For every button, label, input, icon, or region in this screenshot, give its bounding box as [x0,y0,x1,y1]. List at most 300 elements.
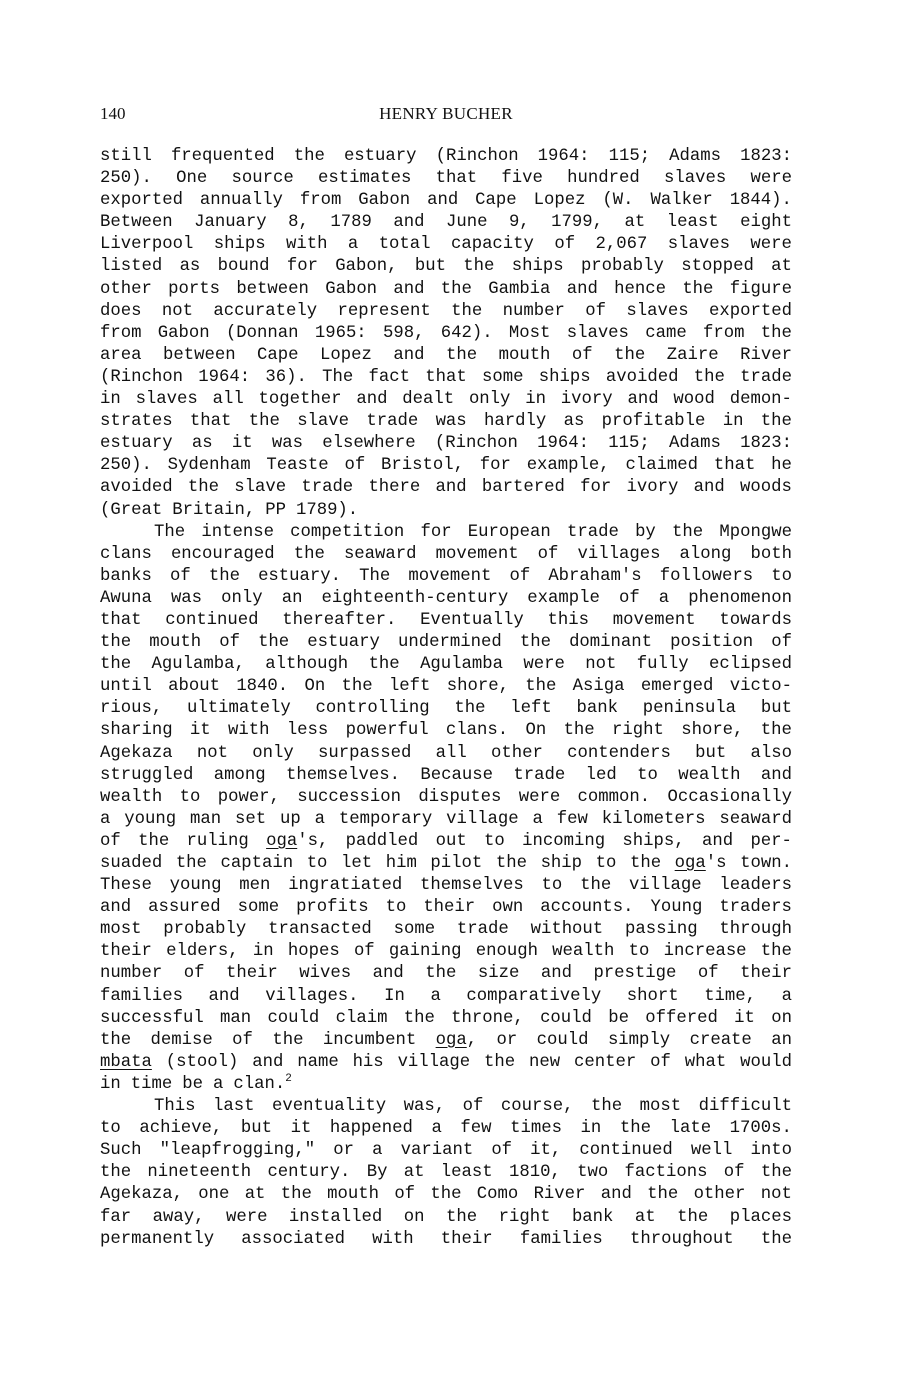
word: the [187,478,219,498]
word: at [244,1185,266,1205]
word: the [760,323,792,343]
word: The [154,522,186,542]
word: the [293,147,325,166]
word: River [533,1185,586,1205]
word: estimates [318,169,412,189]
word: name [297,1052,339,1072]
word: could [536,1030,589,1050]
text-line [100,632,792,654]
word: away, [152,1207,205,1227]
word: some [482,367,524,387]
word: were [750,235,792,255]
word: the [425,964,457,984]
word: that [189,412,232,432]
word: nineteenth [147,1163,252,1183]
text-line [100,500,792,522]
word: 1789). [295,500,359,520]
word: the [258,633,290,653]
word: by [635,522,656,542]
word: some [393,920,436,940]
text-line [100,941,792,963]
word: men [239,876,271,896]
word: incumbent [322,1030,417,1050]
text-line [100,831,792,853]
word: Zaire [666,345,719,365]
word: accurately [213,301,318,321]
word: On [304,677,326,697]
word: Gabon [358,191,411,211]
word: of [344,456,366,476]
word: Awuna [100,588,152,608]
word: Eventually [420,610,524,630]
word: an [771,1030,792,1050]
text-line [100,743,792,765]
word: These [100,876,152,896]
word: a [431,1119,442,1139]
word: the [175,854,207,873]
word: a [658,588,670,608]
word: although [265,655,349,675]
text-line [100,455,792,477]
text-line [100,389,792,411]
word: hence [614,279,667,299]
text-line [100,477,792,499]
word: annually [199,191,283,211]
word: of [394,1185,416,1205]
word: per- [750,831,792,851]
word: a [347,235,359,255]
word: increase [663,942,747,962]
word: as [179,257,201,277]
text-line [100,963,792,985]
word: 250). [100,169,152,189]
word: from [703,323,745,343]
word: two [577,1163,609,1183]
word: the [280,1185,312,1205]
word: a [372,1141,383,1161]
word: gaining [388,942,462,962]
word: shore, [681,721,744,741]
word: the [563,721,595,741]
word: ivory [560,390,613,410]
word: estuary. [258,566,342,586]
word: as [563,412,585,432]
word: some [237,898,280,918]
word: 250). [100,456,152,476]
word: but [695,743,727,763]
word: listed [100,257,163,277]
word: offered [645,1008,718,1028]
word: 8, [288,213,309,233]
word: village [628,876,702,896]
word: together [258,390,342,410]
word: to [541,876,563,896]
word: disputes [418,787,502,807]
word: young [169,876,222,896]
word: dominant [569,633,653,653]
word: it [290,1119,312,1139]
word: Adams [669,147,722,166]
word: late [669,1119,712,1139]
word: Asiga [572,677,625,697]
word: Adams [669,434,721,454]
word: Such [100,1141,142,1161]
word: suaded [100,854,163,873]
word: 115; [608,147,651,166]
word: estuary [343,147,417,166]
word: The [359,566,391,586]
text-line [100,1030,792,1052]
word: ruling [186,831,249,851]
word: a [212,1074,224,1094]
text-line [100,323,792,345]
word: village [446,809,519,829]
word: the [368,655,400,675]
word: Teaste [266,456,329,476]
word: successful [100,1008,204,1028]
word: for [479,456,511,476]
word: bartered [481,478,565,498]
word: not [760,1185,792,1205]
word: but [240,1119,272,1139]
word: on [403,1207,425,1227]
word: places [729,1207,792,1227]
word: (Rinchon [434,434,518,454]
word: (Great [100,500,163,520]
word: for [420,522,452,542]
word: of [353,942,375,962]
word: simply [607,1030,671,1050]
word: was [170,588,203,608]
word: (Donnan [225,323,299,343]
word: eventuality [272,1097,387,1117]
word: seaward [719,809,792,829]
word: Walker [650,191,713,211]
word: ivory [626,478,679,498]
word: village [397,1052,471,1072]
text-line [100,212,792,234]
word: number [100,964,163,984]
word: this [547,610,589,630]
word: movement [408,566,492,586]
word: between [236,279,309,299]
word: and [393,213,425,233]
word: time [130,1074,173,1094]
word: elsewhere [322,434,416,454]
word: shore, [446,677,509,697]
word: and [356,390,388,410]
word: to [771,566,792,586]
word: in [525,390,546,410]
word: 642). [440,323,493,343]
word: until [100,677,152,697]
word: phenomenon [688,588,792,608]
word: all [212,390,244,410]
word: bank [571,1207,614,1227]
word: out [435,831,467,851]
page-number: 140 [100,104,126,123]
word: create [689,1030,752,1050]
word: and [566,279,598,299]
word: mouth [327,1185,380,1205]
word: and [252,1052,284,1072]
word: contenders [567,743,671,763]
word: Between [100,213,173,233]
word: of [585,301,607,321]
word: movement [435,544,519,564]
word: exported [100,191,183,211]
word: a [532,809,543,829]
text-line [100,256,792,278]
word: only [252,743,294,763]
word: to [306,854,328,873]
word: struggled [100,765,194,785]
word: undermined [398,633,502,653]
word: example, [526,456,610,476]
word: Cape [257,345,299,365]
word: Agulamba [420,655,504,675]
word: his [352,1052,384,1072]
word: their [440,1229,493,1249]
word: but [760,699,792,719]
word: and [693,478,725,498]
word: their [423,898,476,918]
word: movement [612,610,696,630]
word: figure [729,279,792,299]
word: the [619,1119,651,1139]
word: slave [297,412,350,432]
word: happened [329,1119,413,1139]
word: be [608,1008,629,1028]
word: families [519,1229,603,1249]
word: new [529,1052,561,1072]
word: victo- [729,677,792,697]
text-line [100,1008,792,1030]
word: the [760,1163,792,1183]
word: Lopez [533,191,586,211]
word: number [502,301,565,321]
text-line [100,1096,792,1118]
word: trade [513,765,566,785]
word: enough [475,942,538,962]
word: dealt [402,390,455,410]
word: on [771,1008,792,1028]
word: of [100,831,121,851]
word: permanently [100,1229,215,1249]
word: of [183,964,205,984]
word: the [430,1185,462,1205]
text-line [100,367,792,389]
word: least [666,213,719,233]
word: be [182,1074,203,1094]
word: one [198,1185,230,1205]
word: captain [220,854,294,873]
text-line [100,1162,792,1184]
word: ingratiated [288,876,403,896]
word: Abraham's [548,566,642,586]
word: On [525,721,547,741]
word: woods [740,478,792,498]
word: few [556,809,588,829]
word: hardly [484,412,547,432]
word: stopped [681,257,754,277]
word: the [519,633,551,653]
word: the [440,279,472,299]
word: from [299,191,342,211]
word: sharing [100,721,173,741]
word: and [208,986,240,1006]
text-line [100,234,792,256]
word: 2,067 [595,235,648,255]
word: the [445,345,478,365]
word: mbata [100,1052,152,1072]
word: among [213,765,266,785]
word: ships, [622,831,685,851]
word: slaves [566,323,629,343]
word: Gabon [325,279,378,299]
word: the [677,1207,709,1227]
word: or [333,1141,355,1161]
text-line [100,1052,792,1074]
word: wealth [100,787,163,807]
word: source [231,169,294,189]
word: throne, [451,1008,524,1028]
word: the [760,942,792,962]
word: 1789 [330,213,372,233]
word: ports [168,279,221,299]
word: their [225,964,278,984]
word: bound [217,257,270,277]
word: the [100,655,132,675]
word: other [491,743,543,763]
word: of [232,1030,253,1050]
text-line [100,345,792,367]
word: or [496,1030,518,1050]
word: avoided [100,478,173,498]
word: with [286,235,328,255]
word: not [585,655,617,675]
word: profits [296,898,369,918]
word: eight [740,213,792,233]
text-line [100,1118,792,1140]
word: represent [337,301,431,321]
word: the [403,1008,435,1028]
text-line [100,809,792,831]
word: trade [366,412,419,432]
word: between [162,345,236,365]
word: five [501,169,543,189]
word: what [684,1052,727,1072]
word: temporary [338,809,433,829]
word: to [100,1119,121,1139]
word: Agekaza, [100,1185,183,1205]
word: and [100,898,132,918]
word: By [366,1163,388,1183]
word: the [272,1030,304,1050]
word: 1823: [740,434,792,454]
word: the [454,699,486,719]
word: themselves [420,876,524,896]
word: position [670,633,754,653]
word: trade [301,478,354,498]
word: in [100,390,121,410]
word: other [693,1185,746,1205]
word: left [510,699,552,719]
word: oga's, [266,831,329,851]
word: at [403,1163,425,1183]
word: River [740,345,792,365]
text-line [100,875,792,897]
word: and [435,478,467,498]
word: most [100,920,142,940]
word: all [435,743,467,763]
word: the [760,721,792,741]
word: still [100,147,152,166]
word: to [484,831,505,851]
word: capacity [450,235,534,255]
word: up [279,809,301,829]
word: to [628,942,650,962]
word: eclipsed [709,655,792,675]
word: to [595,854,617,873]
word: the [614,345,646,365]
word: hopes [287,942,340,962]
word: of [618,588,640,608]
text-line [100,986,792,1008]
word: 1810, [508,1163,561,1183]
word: less [286,721,329,741]
word: well [690,1141,733,1161]
word: for [286,257,318,277]
word: would [740,1052,792,1072]
word: Sydenham [167,456,251,476]
word: 1964: [537,434,589,454]
word: (stool) [165,1052,239,1072]
word: into [750,1141,792,1161]
word: rious, [100,699,163,719]
word: 115; [608,434,650,454]
word: most [639,1097,682,1117]
word: the [647,1185,679,1205]
word: the [100,1030,132,1050]
word: as [191,434,213,454]
word: the [672,522,704,542]
word: ship [540,854,583,873]
word: came [645,323,687,343]
word: PP [265,500,286,520]
word: ships [538,367,591,387]
word: course, [500,1097,574,1117]
word: the [484,1052,516,1072]
word: and [600,1185,632,1205]
word: of [650,1052,671,1072]
word: and [627,390,659,410]
word: the [451,301,483,321]
word: intense [201,522,274,542]
word: example [527,588,600,608]
word: 1840. [236,677,289,697]
word: traders [719,898,792,918]
word: a [100,809,111,829]
word: June [445,213,488,233]
word: could [540,1008,592,1028]
word: and [540,964,572,984]
word: it [189,721,211,741]
word: In [384,986,405,1006]
word: slaves [663,169,727,189]
text-line [100,853,792,875]
word: not [196,743,228,763]
